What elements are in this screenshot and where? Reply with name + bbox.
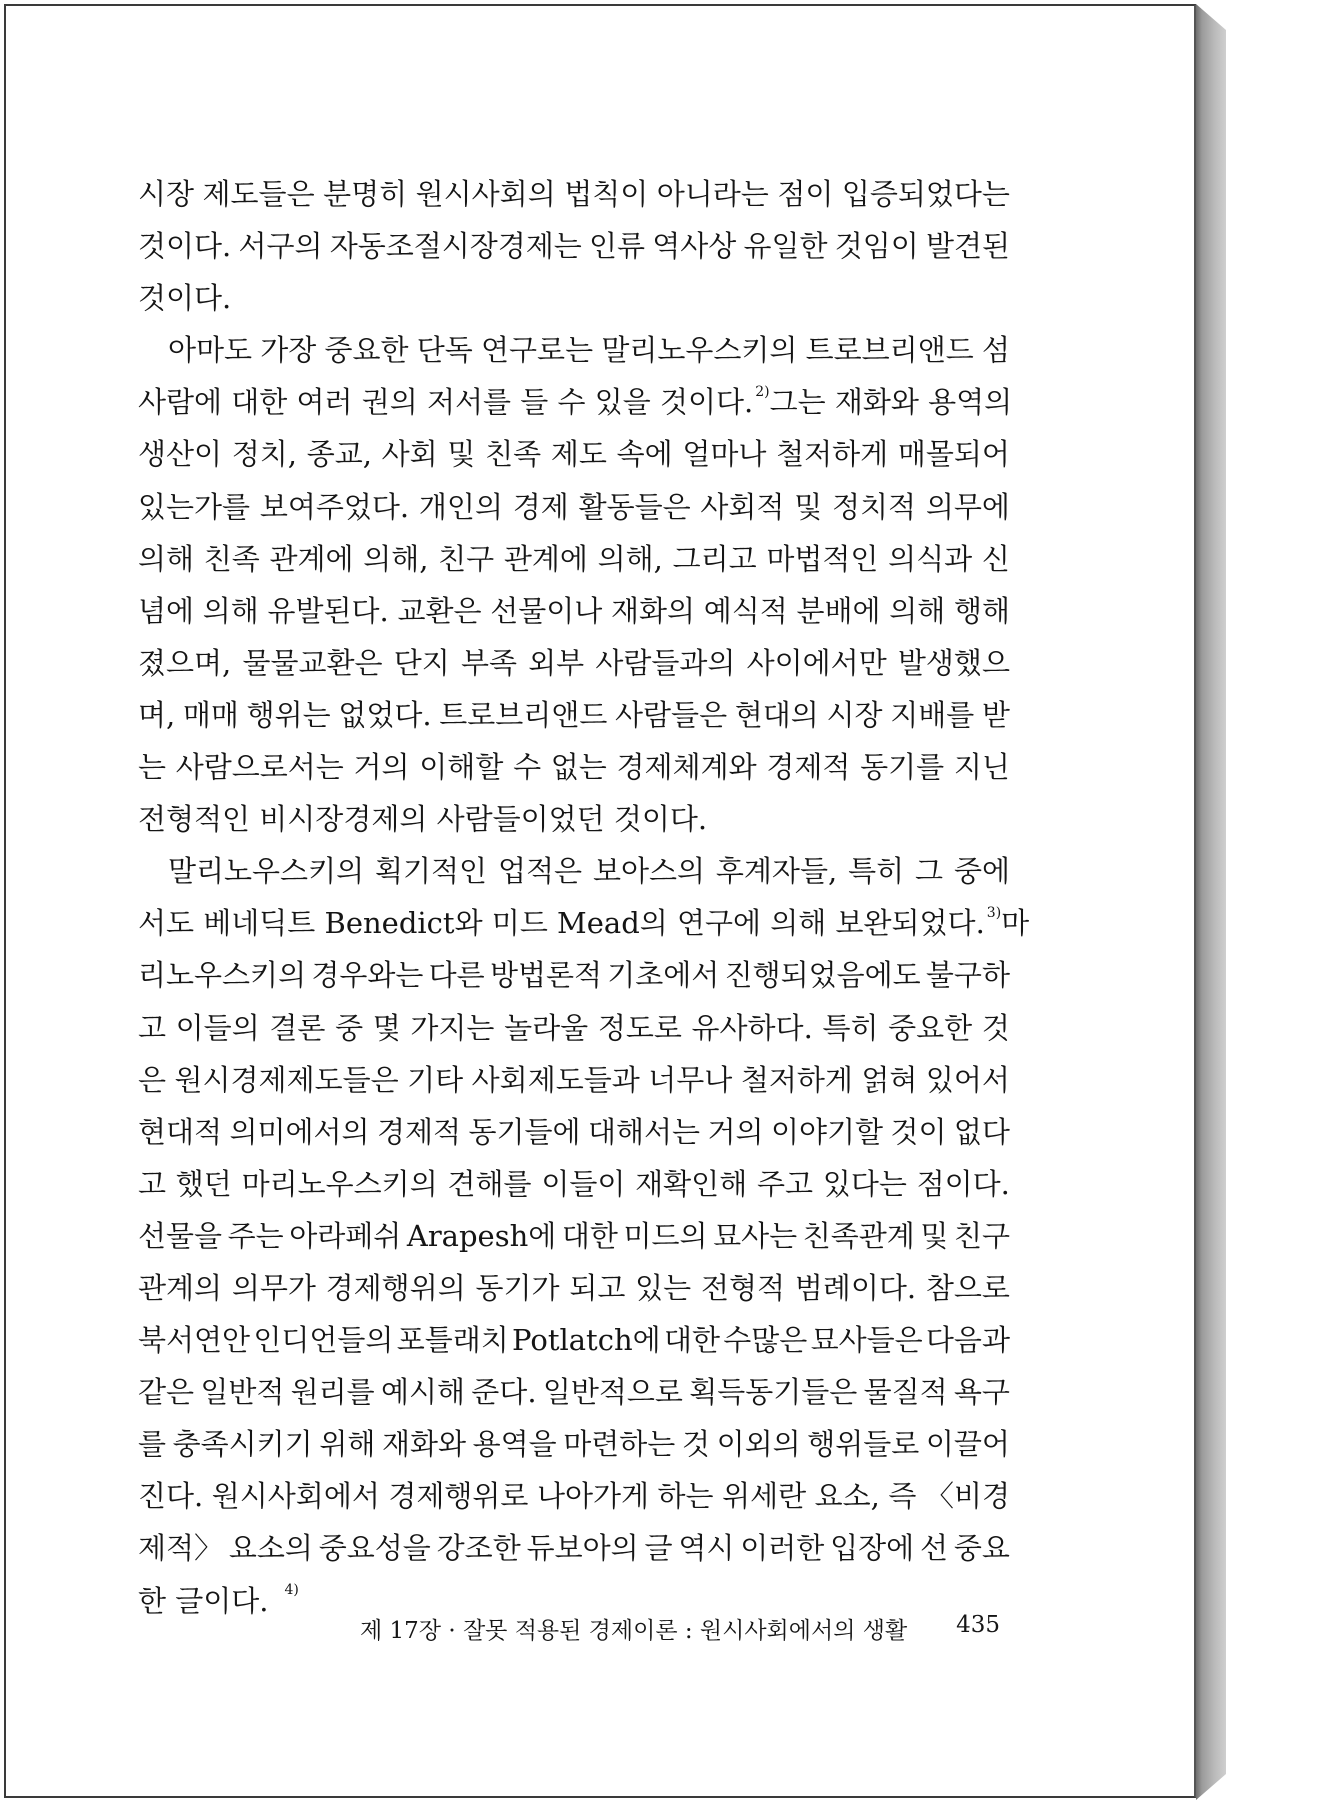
- word: 점이: [777, 177, 834, 211]
- word: 단지: [393, 645, 450, 680]
- word: 의식과: [888, 541, 973, 576]
- word: 지배를: [890, 697, 975, 732]
- word: 경제체계와: [616, 750, 757, 785]
- word: 경제적: [766, 750, 851, 785]
- text-line: [138, 1314, 1010, 1366]
- word: 예식적: [703, 593, 788, 628]
- word: 미드의: [623, 1218, 708, 1253]
- word: 의무가: [231, 1270, 316, 1305]
- word: 사회적: [700, 489, 785, 524]
- word: 정치적: [832, 489, 917, 524]
- word: 얽혀: [861, 1062, 918, 1097]
- word: 경제행위로: [388, 1479, 529, 1514]
- word: 서구의: [238, 229, 323, 264]
- word: 념에: [138, 593, 195, 628]
- chapter-title: 제 17장 · 잘못 적용된 경제이론 : 원시사회에서의 생활: [360, 1618, 908, 1644]
- word: 기초에서: [607, 958, 720, 993]
- word: 원리를: [290, 1375, 375, 1410]
- word: 방법론적: [489, 958, 602, 993]
- text-line: [138, 1522, 1010, 1574]
- word: 중: [335, 1010, 364, 1045]
- word: 인디언들의: [253, 1323, 394, 1358]
- word: 정치,: [231, 437, 297, 472]
- text-line: [138, 324, 1010, 376]
- word: 참으로: [925, 1270, 1010, 1305]
- text-line: [138, 897, 1030, 949]
- word: 포틀래치: [396, 1323, 509, 1358]
- word: 이들이: [541, 1166, 626, 1201]
- word: 그리고: [672, 541, 757, 576]
- word: 했던: [175, 1166, 232, 1201]
- word: 예시해: [380, 1375, 466, 1410]
- word: 마리노우스키의: [241, 1166, 438, 1201]
- word: 점이다.: [916, 1166, 1010, 1201]
- word: 친족: [485, 437, 542, 472]
- word: 현대의: [734, 697, 819, 732]
- page-number: 435: [956, 1612, 1000, 1638]
- word: 없었다.: [338, 697, 432, 732]
- word: 획득동기들은: [689, 1375, 858, 1410]
- word: 거의: [707, 1114, 764, 1149]
- word: 섬: [981, 333, 1010, 368]
- word: 의해,: [597, 541, 663, 576]
- text-line: [138, 1262, 1010, 1314]
- word: 개인의: [418, 489, 503, 524]
- word: 요소의: [228, 1531, 313, 1566]
- word: 묘사들은: [810, 1323, 923, 1358]
- word: 시장: [138, 177, 195, 211]
- word: 준다.: [471, 1375, 537, 1410]
- word: 수: [513, 750, 542, 785]
- word: 진행되었음에도: [724, 958, 921, 993]
- word: 너무나: [648, 1062, 733, 1097]
- word: 획기적인: [375, 854, 488, 889]
- backdrop: [1222, 0, 1326, 1806]
- word: 분배에: [796, 593, 881, 628]
- word: 트로브리앤드: [805, 333, 974, 368]
- word: 유사하다.: [691, 1010, 813, 1045]
- word: 리노우스키의: [138, 958, 307, 993]
- text-fragment: 사람에 대한 여러 권의 저서를 들 수 있을 것이다. 2): [138, 383, 770, 420]
- text-line: [138, 845, 1010, 897]
- word: 보여주었다.: [259, 489, 410, 524]
- word: 충족시키기: [172, 1427, 313, 1462]
- word: 의해,: [363, 541, 429, 576]
- word: 결론: [269, 1010, 326, 1045]
- word: 중요한: [324, 333, 409, 368]
- word: 대한: [561, 1218, 618, 1253]
- word: 및: [447, 437, 476, 472]
- word: 지닌: [953, 750, 1010, 785]
- word: 말리노우스키의: [601, 333, 798, 368]
- word: 원시사회의: [415, 177, 556, 211]
- word: 고: [138, 1166, 167, 1201]
- word: 보아스의: [592, 854, 705, 889]
- word: 철저하게: [740, 1062, 853, 1097]
- word: 말리노우스키의: [168, 854, 365, 889]
- text-line: [138, 481, 1010, 533]
- word: 주는: [227, 1218, 284, 1253]
- word: 즉: [888, 1479, 917, 1514]
- word: 견해를: [447, 1166, 532, 1201]
- word: 원시경제제도들은: [174, 1062, 399, 1097]
- word: 요소,: [814, 1479, 880, 1514]
- word: 관계에: [503, 541, 588, 576]
- word: 없다: [953, 1114, 1010, 1149]
- word: 분명히: [323, 177, 408, 211]
- word: 의미에서의: [229, 1114, 370, 1149]
- text-line: [138, 168, 1010, 220]
- word: 다음과: [925, 1323, 1010, 1358]
- word: 묘사는: [713, 1218, 798, 1253]
- word: 는: [138, 750, 167, 785]
- word: 업적은: [497, 854, 583, 889]
- word: 일반적: [200, 1375, 285, 1410]
- word: 친구: [438, 541, 495, 576]
- word: 제적〉: [138, 1531, 224, 1566]
- word: 있는: [635, 1270, 692, 1305]
- text-line: [138, 533, 1010, 585]
- word: 의해: [889, 593, 946, 628]
- word: 중요한: [888, 1010, 973, 1045]
- text-line: [138, 1054, 1010, 1106]
- word: 수많은: [723, 1323, 808, 1358]
- word: 및: [920, 1218, 949, 1253]
- word: 발견된: [925, 229, 1010, 264]
- word: 행위들로: [807, 1427, 920, 1462]
- word: 대한: [663, 1323, 720, 1358]
- word: 재확인해: [635, 1166, 748, 1201]
- word: 외부: [528, 645, 585, 680]
- word: 중요성을: [318, 1531, 431, 1566]
- word: 인류: [589, 229, 646, 264]
- word: 연구로는: [481, 333, 594, 368]
- word: 종교,: [306, 437, 372, 472]
- word: 아라페쉬: [289, 1218, 402, 1253]
- word: 를: [138, 1427, 167, 1462]
- page-edge: [1196, 4, 1226, 1800]
- text-line: [138, 637, 1010, 689]
- word: 것: [981, 1010, 1010, 1045]
- word: 친족: [203, 541, 260, 576]
- word: 이러한: [740, 1531, 825, 1566]
- text-fragment: 서도 베네딕트 Benedict와 미드 Mead의 연구에 의해 보완되었다. 3): [138, 904, 1002, 941]
- word: 사람들과의: [595, 645, 736, 680]
- text-line: 것이다.: [138, 281, 232, 316]
- word: 입장에: [830, 1531, 915, 1566]
- word: 제도들은: [202, 177, 315, 211]
- word: 사회: [381, 437, 438, 472]
- word: 것: [681, 1427, 710, 1462]
- word: 없는: [550, 750, 607, 785]
- text-fragment: 그는 재화와 용역의: [769, 385, 1013, 420]
- word: 놀라울: [504, 1010, 589, 1045]
- word: 친구: [953, 1218, 1010, 1253]
- word: 매매: [182, 697, 239, 732]
- word: 고: [138, 1010, 167, 1045]
- word: 관계의: [138, 1270, 223, 1305]
- word: 역사상: [652, 229, 737, 264]
- word: 욕구: [953, 1375, 1010, 1410]
- word: 얼마나: [682, 437, 767, 472]
- word: 주고: [757, 1166, 814, 1201]
- word: 특히: [822, 1010, 879, 1045]
- body-text: [138, 168, 1030, 1627]
- text-line: [138, 1002, 1010, 1054]
- word: 경우와는: [311, 958, 424, 993]
- word: 것임이: [834, 229, 919, 264]
- word: 의해: [202, 593, 259, 628]
- word: 글: [644, 1531, 673, 1566]
- word: 특히: [848, 854, 905, 889]
- word: 물물교환은: [242, 645, 383, 680]
- word: 아마도: [168, 333, 253, 368]
- word: 이해할: [419, 750, 504, 785]
- text-line: [138, 1418, 1010, 1470]
- text-line: [138, 1106, 1010, 1158]
- word: 동기가: [475, 1270, 560, 1305]
- word: 사람들은: [615, 697, 728, 732]
- word: 재화의: [610, 593, 696, 628]
- word: 전형적: [700, 1270, 786, 1305]
- word: 마법적인: [766, 541, 879, 576]
- word: 발생했으: [897, 645, 1010, 680]
- word: 선물을: [138, 1218, 223, 1253]
- word: 중에: [953, 854, 1010, 889]
- word: 사람으로서는: [175, 750, 344, 785]
- word: 아니라는: [656, 177, 769, 211]
- word: 매몰되어: [897, 437, 1010, 472]
- word: 이끌어: [925, 1427, 1010, 1462]
- word: 부족: [460, 645, 517, 680]
- word: 신: [981, 541, 1010, 576]
- word: 되고: [569, 1270, 626, 1305]
- word: 것이다.: [138, 229, 232, 264]
- word: 다른: [428, 958, 485, 993]
- word: 사회제도들과: [471, 1062, 640, 1097]
- text-line: [138, 689, 1010, 741]
- text-line: [138, 1210, 1010, 1262]
- word: 행해: [953, 593, 1010, 628]
- text-line: [138, 741, 1010, 793]
- word: 원시사회에서: [211, 1479, 380, 1514]
- text-fragment: 한 글이다. 4): [138, 1581, 299, 1618]
- word: 속에: [616, 437, 673, 472]
- word: 〈비경: [924, 1479, 1010, 1514]
- text-line: [138, 585, 1010, 637]
- word: 동기를: [860, 750, 945, 785]
- word: 있는가를: [138, 489, 251, 524]
- word: 행위는: [246, 697, 331, 732]
- word: 중요: [953, 1531, 1010, 1566]
- word: 선물이나: [490, 593, 603, 628]
- text-line: [138, 220, 1010, 272]
- word: 거의: [353, 750, 410, 785]
- word: 받: [981, 697, 1010, 732]
- word: 현대적: [138, 1114, 223, 1149]
- word: 경제행위의: [325, 1270, 466, 1305]
- word: 트로브리앤드: [439, 697, 608, 732]
- word: 불구하: [925, 958, 1010, 993]
- word: 단독: [416, 333, 473, 368]
- word: Arapesh에: [406, 1218, 557, 1253]
- word: 활동들은: [578, 489, 691, 524]
- word: 그: [915, 854, 944, 889]
- word: 기타: [407, 1062, 464, 1097]
- word: 이들의: [175, 1010, 260, 1045]
- text-fragment: 마: [1001, 906, 1030, 941]
- word: 나아가게: [536, 1479, 650, 1514]
- word: 있어서: [925, 1062, 1010, 1097]
- word: 북서연안: [138, 1323, 251, 1358]
- word: 이야기할: [770, 1114, 884, 1149]
- word: 일반적으로: [542, 1375, 683, 1410]
- word: 위해: [319, 1427, 376, 1462]
- word: 가지는: [410, 1010, 495, 1045]
- word: 이외의: [716, 1427, 801, 1462]
- word: 생산이: [138, 437, 223, 472]
- word: 재화와: [381, 1427, 466, 1462]
- word: 듀보아의: [526, 1531, 639, 1566]
- text-line: [138, 949, 1010, 1001]
- word: 경제적: [377, 1114, 462, 1149]
- word: 교환은: [397, 593, 482, 628]
- word: 및: [794, 489, 823, 524]
- word: 후계자들,: [715, 854, 838, 889]
- word: 것이: [890, 1114, 947, 1149]
- word: 유일한: [743, 229, 828, 264]
- word: 몇: [372, 1010, 401, 1045]
- word: 철저하게: [776, 437, 889, 472]
- word: 진다.: [138, 1479, 204, 1514]
- word: 위세란: [722, 1479, 807, 1514]
- word: 하는: [657, 1479, 714, 1514]
- text-line: 전형적인 비시장경제의 사람들이었던 것이다.: [138, 802, 708, 837]
- word: 정도로: [597, 1010, 682, 1045]
- word: 가장: [260, 333, 317, 368]
- word: Potlatch에: [512, 1323, 661, 1358]
- word: 같은: [138, 1375, 195, 1410]
- word: 대해서는: [587, 1114, 701, 1149]
- text-line: [138, 1470, 1010, 1522]
- word: 은: [138, 1062, 167, 1097]
- word: 역시: [678, 1531, 735, 1566]
- word: 범례이다.: [794, 1270, 917, 1305]
- word: 마련하는: [563, 1427, 676, 1462]
- word: 며,: [138, 697, 176, 732]
- text-line: [138, 1366, 1010, 1418]
- text-line: [138, 1158, 1010, 1210]
- word: 졌으며,: [138, 645, 232, 680]
- word: 유발된다.: [267, 593, 389, 628]
- word: 강조한: [436, 1531, 521, 1566]
- word: 의해: [138, 541, 195, 576]
- word: 동기들에: [468, 1114, 581, 1149]
- word: 있다는: [822, 1166, 907, 1201]
- word: 자동조절시장경제는: [329, 229, 582, 264]
- word: 제도: [550, 437, 607, 472]
- word: 용역을: [472, 1427, 557, 1462]
- word: 물질적: [863, 1375, 948, 1410]
- word: 시장: [826, 697, 883, 732]
- word: 관계에: [269, 541, 354, 576]
- word: 경제: [512, 489, 569, 524]
- word: 친족관계: [802, 1218, 915, 1253]
- text-line: [138, 376, 1013, 428]
- word: 선: [919, 1531, 948, 1566]
- word: 법칙이: [564, 177, 649, 211]
- word: 입증되었다는: [841, 177, 1010, 211]
- word: 사이에서만: [746, 645, 887, 680]
- text-line: [138, 428, 1010, 480]
- running-footer: [360, 1612, 1000, 1645]
- word: 의무에: [925, 489, 1010, 524]
